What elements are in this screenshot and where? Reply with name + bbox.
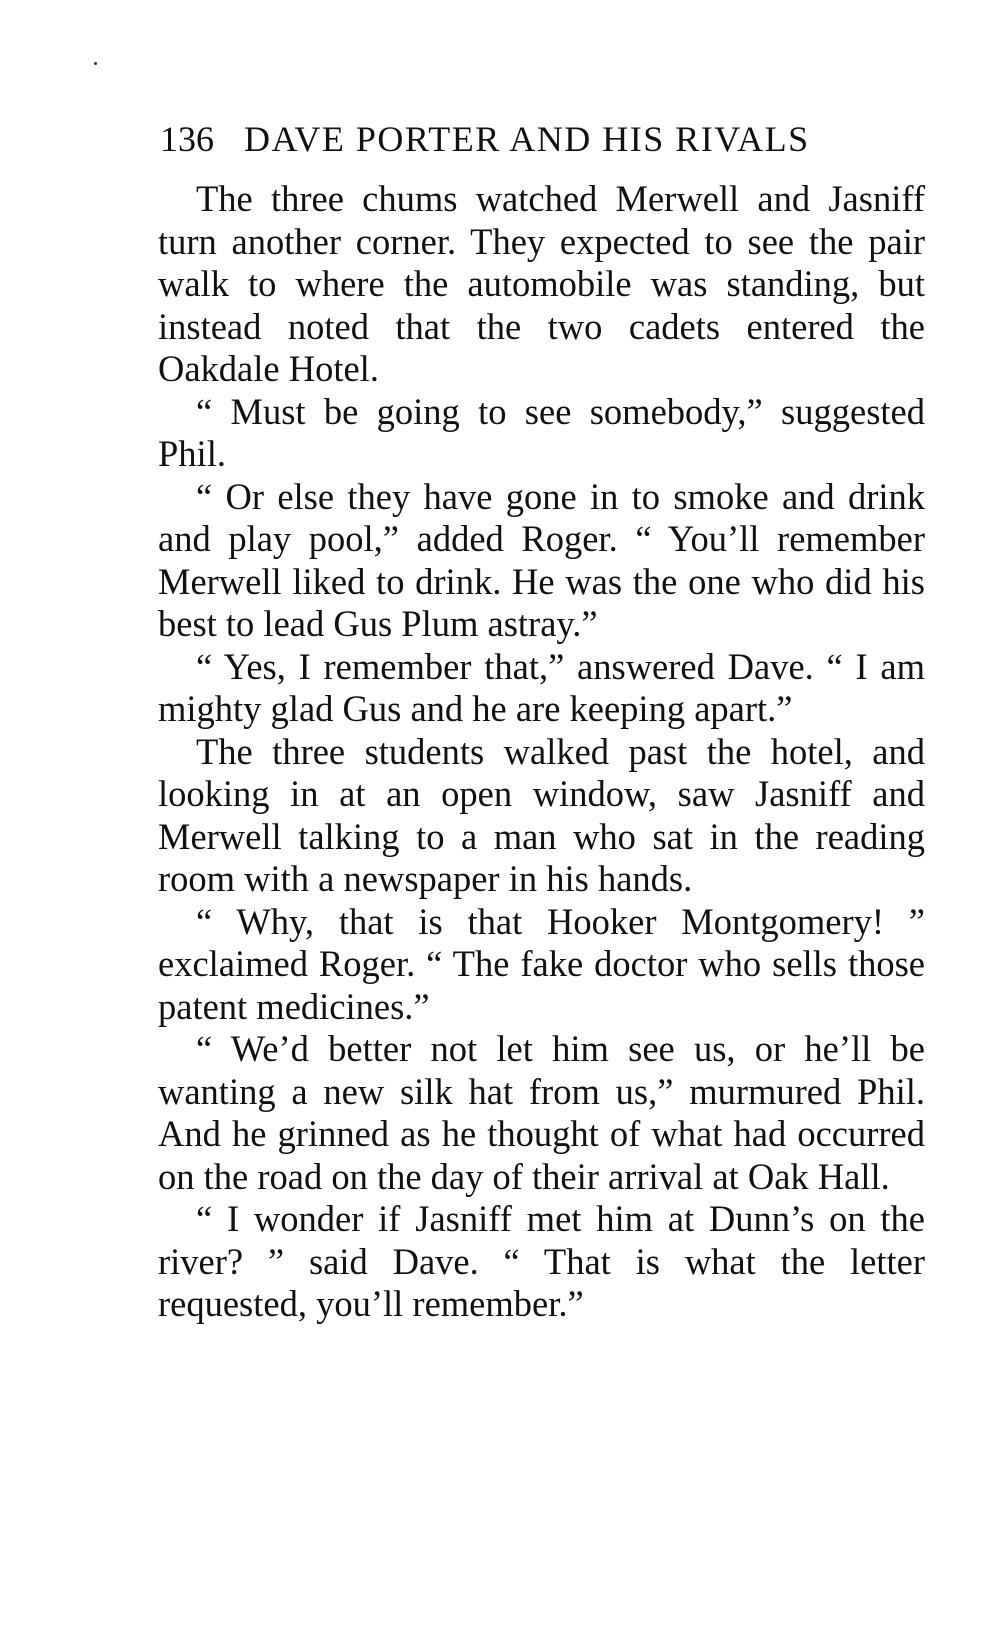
ink-speck [94,62,97,65]
book-title: DAVE PORTER AND HIS RIVALS [244,119,810,159]
paragraph: “ I wonder if Jasniff met him at Dunn’s on the river? ” said Dave. “ That is what the letter requested, you’ll remember.” [158,1198,925,1324]
page-number: 136 [160,119,214,159]
paragraph: “ We’d better not let him see us, or he’ll be wanting a new silk hat from us,” murmured Phil. And he grinned as he thought of what had occurred on the road on the day of their arrival at Oak Hall. [158,1028,925,1197]
body-text [158,178,925,1326]
running-head [160,118,960,160]
paragraph: “ Or else they have gone in to smoke and drink and play pool,” added Roger. “ You’ll remember Merwell liked to drink. He was the one who did his best to lead Gus Plum astray.” [158,475,925,644]
paragraph: “ Why, that is that Hooker Montgomery! ” exclaimed Roger. “ The fake doctor who sells those patent medicines.” [158,900,925,1027]
paragraph: “ Must be going to see somebody,” suggested Phil. [158,390,925,474]
paragraph: The three chums watched Merwell and Jasniff turn another corner. They expected to see the pair walk to where the automobile was standing, but instead noted that the two cadets entered the Oakdale Hotel. [158,178,925,389]
paragraph: The three students walked past the hotel, and looking in at an open window, saw Jasniff and Merwell talking to a man who sat in the reading room with a newspaper in his hands. [158,730,925,899]
paragraph: “ Yes, I remember that,” answered Dave. “ I am mighty glad Gus and he are keeping apart.” [158,645,925,729]
